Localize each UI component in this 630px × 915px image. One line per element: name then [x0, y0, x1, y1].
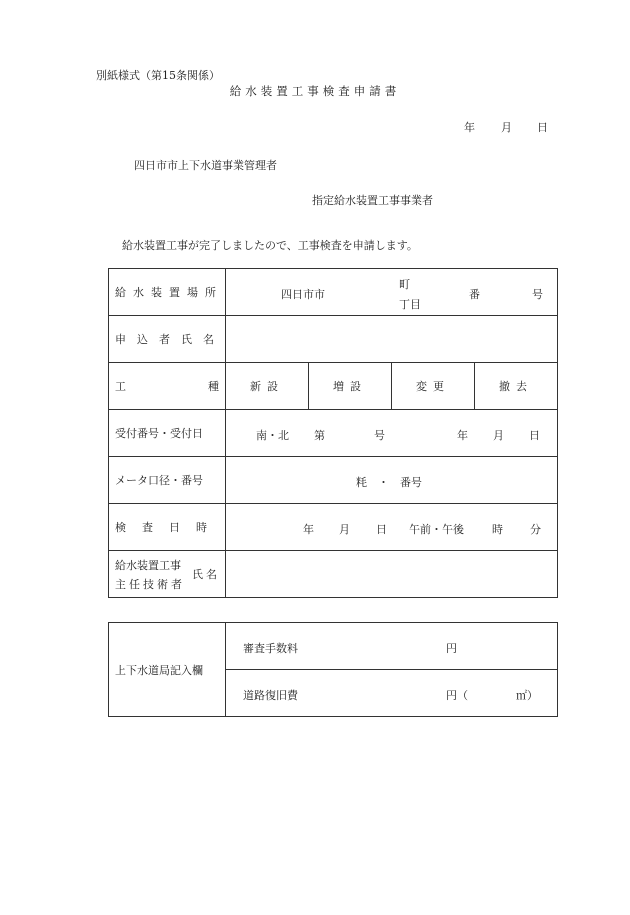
- office-label: 上下水道局記入欄: [115, 663, 203, 677]
- inspection-label: 検査日時: [115, 521, 223, 534]
- reception-year: 年: [457, 429, 468, 442]
- location-town: 町: [399, 278, 410, 291]
- chief-label-cell: [109, 551, 226, 598]
- reception-area: 南・北: [256, 429, 289, 442]
- fee-unit: 円: [446, 642, 457, 655]
- application-table: [108, 268, 558, 598]
- inspection-hour: 時: [492, 523, 503, 536]
- reception-label: 受付番号・受付日: [115, 427, 203, 440]
- work-type-add[interactable]: 増設: [309, 363, 392, 409]
- reception-label-cell: [109, 410, 226, 457]
- reception-month: 月: [493, 429, 504, 442]
- location-label: 給水装置場所: [115, 286, 223, 299]
- date-year-label: 年: [464, 121, 475, 134]
- meter-field[interactable]: [226, 457, 558, 504]
- restore-area-unit: ㎡）: [516, 689, 538, 702]
- restore-unit: 円（: [446, 689, 468, 702]
- date-day-label: 日: [537, 121, 548, 134]
- fee-label: 審査手数料: [243, 642, 298, 655]
- meter-label: メータ口径・番号: [115, 474, 203, 487]
- reception-dai: 第: [314, 429, 325, 442]
- chief-field[interactable]: [226, 551, 558, 598]
- applicant-label: 申込者氏名: [115, 333, 225, 346]
- restore-field[interactable]: [226, 670, 558, 717]
- row-inspection: [109, 504, 558, 551]
- location-label-cell: [109, 269, 226, 316]
- work-type-change[interactable]: 変更: [392, 363, 475, 409]
- office-use-table: [108, 622, 558, 717]
- location-go: 号: [532, 288, 543, 301]
- row-meter: [109, 457, 558, 504]
- location-ban: 番: [469, 288, 480, 301]
- inspection-day: 日: [376, 523, 387, 536]
- inspection-ampm: 午前・午後: [409, 523, 464, 536]
- statement: 給水装置工事が完了しましたので、工事検査を申請します。: [122, 239, 418, 252]
- chief-label-line2: 主任技術者: [115, 578, 185, 591]
- document-title: 給水装置工事検査申請書: [229, 84, 401, 98]
- applicant-field[interactable]: [226, 316, 558, 363]
- work-type-label-left: 工: [115, 380, 126, 393]
- work-type-options: [226, 363, 558, 410]
- chief-name-label: 氏名: [192, 568, 220, 581]
- form-reference: 別紙様式（第15条関係）: [96, 69, 220, 82]
- inspection-minute: 分: [530, 523, 541, 536]
- meter-label-cell: [109, 457, 226, 504]
- work-type-remove[interactable]: 撤去: [499, 380, 533, 393]
- contractor-label: 指定給水装置工事事業者: [312, 194, 433, 207]
- fee-field[interactable]: [226, 623, 558, 670]
- work-type-label-right: 種: [208, 380, 219, 393]
- meter-value: 粍 ・ 番号: [356, 476, 422, 489]
- row-work-type: [109, 363, 558, 410]
- location-city: 四日市市: [281, 288, 325, 301]
- reception-day: 日: [529, 429, 540, 442]
- reception-go: 号: [374, 429, 385, 442]
- addressee: 四日市市上下水道事業管理者: [134, 159, 277, 172]
- inspection-label-cell: [109, 504, 226, 551]
- inspection-month: 月: [339, 523, 350, 536]
- date-month-label: 月: [501, 121, 512, 134]
- applicant-label-cell: [109, 316, 226, 363]
- row-applicant: [109, 316, 558, 363]
- row-location: [109, 269, 558, 316]
- inspection-year: 年: [303, 523, 314, 536]
- inspection-field[interactable]: [226, 504, 558, 551]
- work-type-label-cell: [109, 363, 226, 410]
- restore-label: 道路復旧費: [243, 689, 298, 702]
- work-type-new[interactable]: 新設: [226, 363, 309, 409]
- office-label-cell: [109, 623, 226, 717]
- row-chief-engineer: [109, 551, 558, 598]
- location-field[interactable]: [226, 269, 558, 316]
- location-chome: 丁目: [399, 298, 421, 311]
- row-reception: [109, 410, 558, 457]
- reception-field[interactable]: [226, 410, 558, 457]
- chief-label-line1: 給水装置工事: [115, 559, 181, 572]
